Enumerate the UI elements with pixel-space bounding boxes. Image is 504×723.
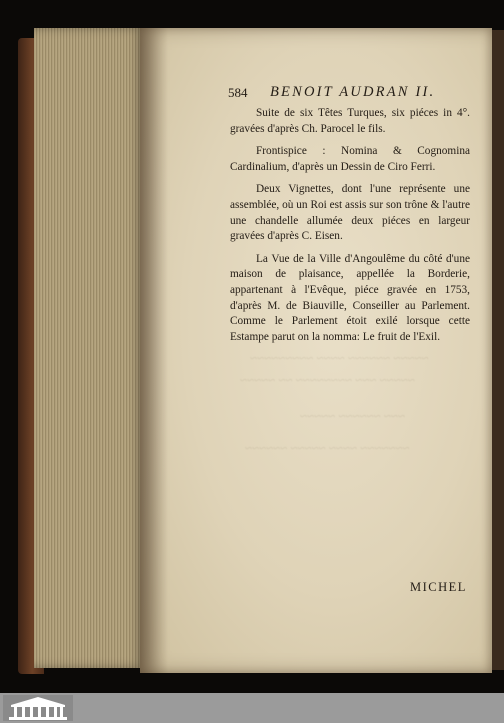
page-number: 584 (228, 85, 248, 100)
facing-page-edge (490, 30, 504, 670)
left-page-stack (34, 28, 146, 668)
paragraph-vignettes: Deux Vignettes, dont l'une représente une assemblée, où un Roi est assis sur son trône & l'autre une chandelle allumée deux piéces en largeur gravées d'après C. Eisen. (230, 183, 470, 243)
bleed-through-3: ~~~ ~~~~~~ ~~~~~ (300, 408, 405, 423)
paragraph-angouleme: La Vue de la Ville d'Angoulême du côté d'une maison de plaisance, appellée la Borderie, appartenant à l'Evêque, piéce gravée en 1753, d'après M. de Biauville, Conseiller au Parlement. Comme le Parlement étoit exilé lorsque cette Estampe parut on la nomma: Le fruit de l'Exil. (230, 252, 470, 343)
page-body (230, 106, 470, 352)
page-gutter-shadow (140, 28, 168, 673)
running-head: BENOIT AUDRAN II. (270, 84, 436, 100)
bleed-through-4: ~~~~~~~ ~~~~ ~~~~~ ~~~~~~ (245, 440, 410, 455)
paragraph-tetes-turques: Suite de six Têtes Turques, six piéces in 4°. gravées d'après Ch. Parocel le fils. (230, 107, 470, 135)
bleed-through-1: ~~~~~ ~~~~~~ ~~~~ ~~~~~~~~~ (250, 350, 429, 365)
library-building-logo (3, 695, 73, 721)
bleed-through-2: ~~~~~ ~~~ ~~~~~~~~ ~~ ~~~~~ (240, 372, 415, 387)
viewer-footer-bar (0, 693, 504, 723)
paragraph-frontispice: Frontispice : Nomina & Cognomina Cardinalium, d'après un Dessin de Ciro Ferri. (230, 145, 470, 173)
catchword: MICHEL (410, 580, 467, 594)
